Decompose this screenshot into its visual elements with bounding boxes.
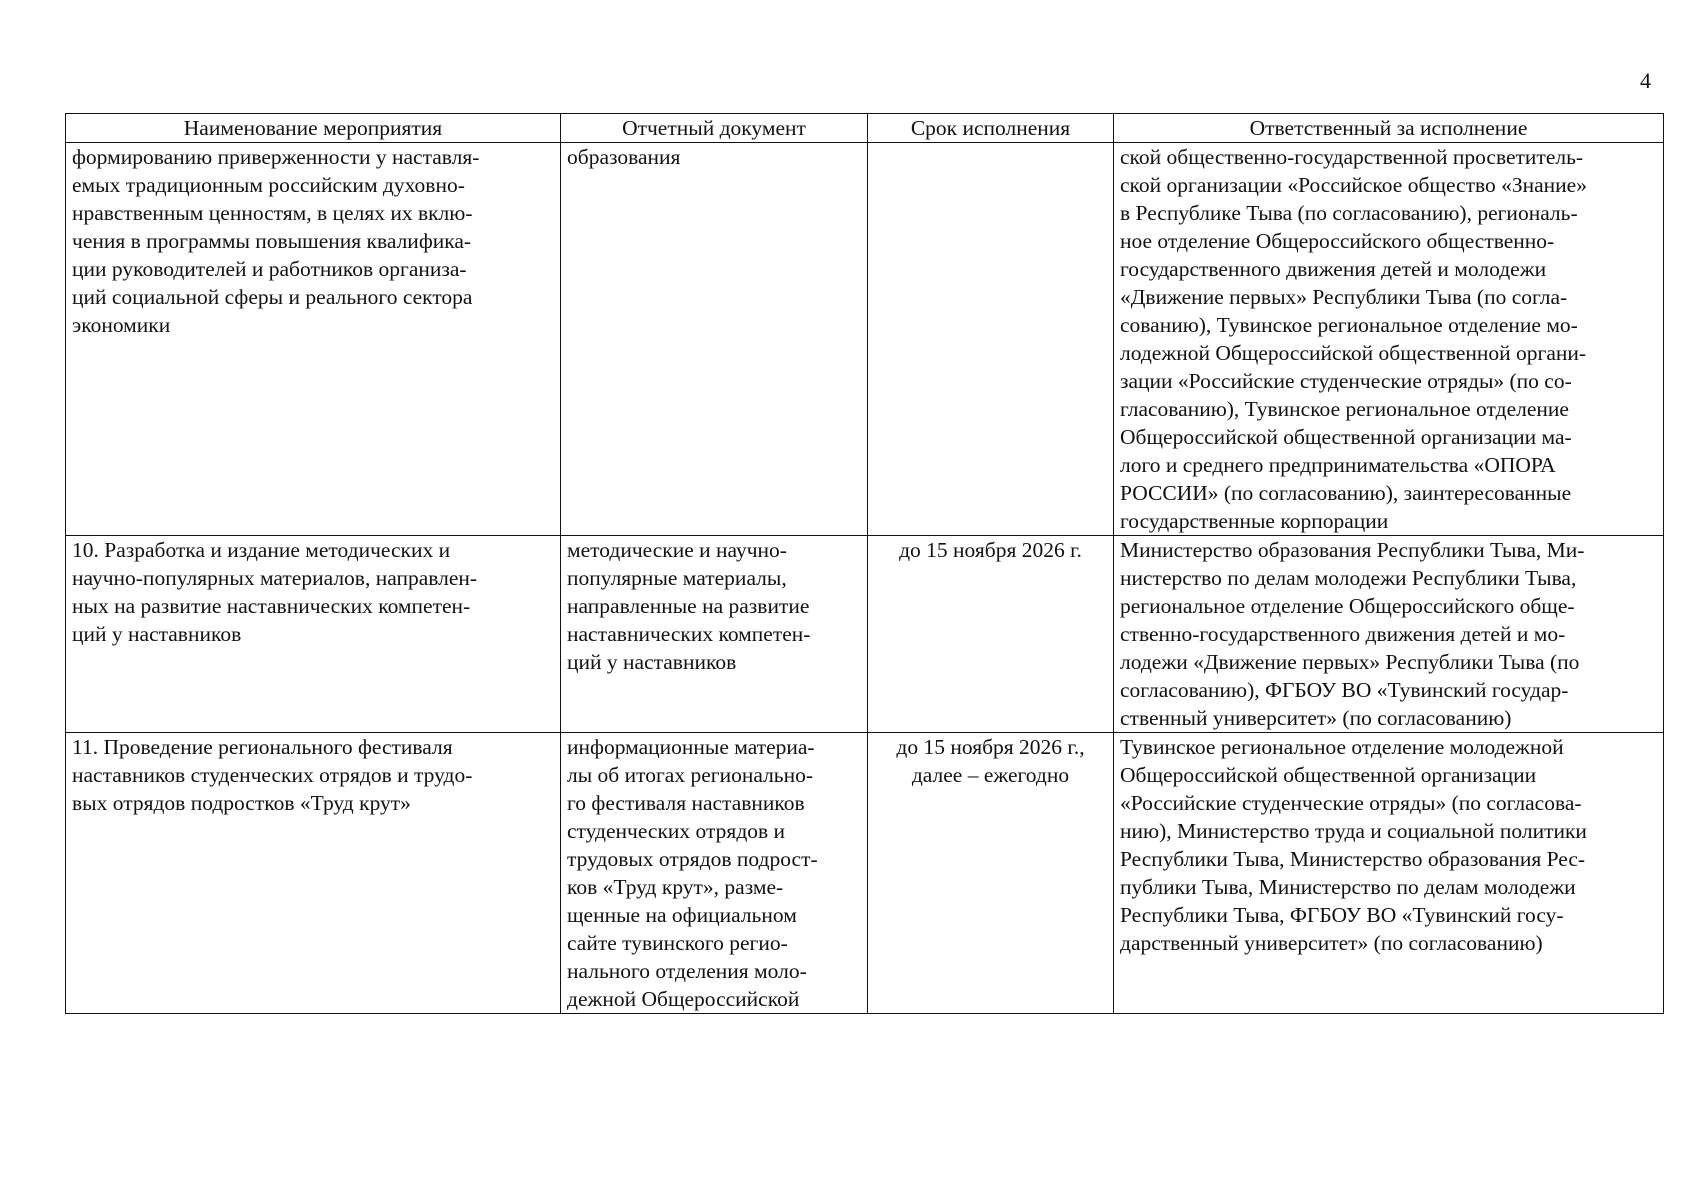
cell-event [66,536,561,733]
text-line: 11. Проведение регионального фестиваля [72,735,453,759]
text-line: дежной Общероссийской [567,987,800,1011]
text-line: методические и научно- [567,538,787,562]
events-table [65,113,1664,1014]
text-line: 10. Разработка и издание методических и [72,538,451,562]
text-line: ской общественно-государственной просветитель- [1120,145,1584,169]
text-line: ных на развитие наставнических компетен- [72,594,471,618]
text-line: нистерство по делам молодежи Республики Тыва, [1120,566,1577,590]
text-line: до 15 ноября 2026 г., [896,735,1085,759]
table-header-row [66,114,1664,143]
text-line: популярные материалы, [567,566,787,590]
text-line: публики Тыва, Министерство по делам молодежи [1120,875,1576,899]
text-line: ций у наставников [567,650,737,674]
text-line: ской организации «Российское общество «Знание» [1120,173,1587,197]
text-line: до 15 ноября 2026 г. [899,538,1082,562]
text-line: наставников студенческих отрядов и трудо- [72,763,473,787]
text-line: ков «Труд крут», разме- [567,875,784,899]
text-line: экономики [72,313,171,337]
text-line: нию), Министерство труда и социальной политики [1120,819,1587,843]
text-line: Республики Тыва, ФГБОУ ВО «Тувинский госу- [1120,903,1564,927]
text-line: студенческих отрядов и [567,819,786,843]
cell-report-document [561,143,868,536]
table-row [66,536,1664,733]
cell-responsible [1114,733,1664,1014]
table-body [66,143,1664,1014]
table-row [66,143,1664,536]
text-line: лодежной Общероссийской общественной органи- [1120,341,1587,365]
text-line: Республики Тыва, Министерство образования Рес- [1120,847,1586,871]
text-line: лого и среднего предпринимательства «ОПОРА [1120,453,1556,477]
text-line: государственного движения детей и молодежи [1120,257,1547,281]
header-responsible: Ответственный за исполнение [1114,114,1664,143]
text-line: Общероссийской общественной организации ма- [1120,425,1572,449]
text-line: трудовых отрядов подрост- [567,847,818,871]
table-row [66,733,1664,1014]
text-line: Министерство образования Республики Тыва, Ми- [1120,538,1585,562]
text-line: лодежи «Движение первых» Республики Тыва (по [1120,650,1580,674]
text-line: нального отделения моло- [567,959,807,983]
text-line: гласованию), Тувинское региональное отделение [1120,397,1569,421]
cell-deadline [868,536,1114,733]
text-line: го фестиваля наставников [567,791,805,815]
text-line: Общероссийской общественной организации [1120,763,1537,787]
text-line: ции руководителей и работников организа- [72,257,467,281]
text-line: сованию), Тувинское региональное отделение мо- [1120,313,1578,337]
cell-report-document [561,733,868,1014]
text-line: емых традиционным российским духовно- [72,173,465,197]
cell-report-document [561,536,868,733]
text-line: ное отделение Общероссийского общественно- [1120,229,1555,253]
text-line: ций социальной сферы и реального сектора [72,285,473,309]
text-line: далее – ежегодно [911,763,1070,787]
cell-responsible [1114,143,1664,536]
text-line: чения в программы повышения квалифика- [72,229,472,253]
text-line: сайте тувинского регио- [567,931,788,955]
header-report-document: Отчетный документ [561,114,868,143]
text-line: нравственным ценностям, в целях их вклю- [72,201,473,225]
page-number: 4 [1640,68,1651,93]
header-event-name: Наименование мероприятия [66,114,561,143]
header-deadline: Срок исполнения [868,114,1114,143]
cell-responsible [1114,536,1664,733]
text-line: «Российские студенческие отряды» (по согласова- [1120,791,1582,815]
text-line: формированию приверженности у наставля- [72,145,480,169]
text-line: государственные корпорации [1120,509,1389,533]
text-line: зации «Российские студенческие отряды» (по со- [1120,369,1572,393]
text-line: вых отрядов подростков «Труд крут» [72,791,411,815]
text-line: дарственный университет» (по согласованию) [1120,931,1543,955]
text-line: образования [567,145,681,169]
text-line: лы об итогах регионально- [567,763,814,787]
text-line: направленные на развитие [567,594,810,618]
text-line: научно-популярных материалов, направлен- [72,566,478,590]
text-line: ственно-государственного движения детей и мо- [1120,622,1566,646]
cell-event [66,143,561,536]
text-line: наставнических компетен- [567,622,811,646]
text-line: региональное отделение Общероссийского обще- [1120,594,1575,618]
text-line: информационные материа- [567,735,815,759]
text-line: в Республике Тыва (по согласованию), региональ- [1120,201,1578,225]
text-line: щенные на официальном [567,903,797,927]
text-line: «Движение первых» Республики Тыва (по согла- [1120,285,1568,309]
cell-deadline [868,143,1114,536]
text-line: ций у наставников [72,622,242,646]
text-line: РОССИИ» (по согласованию), заинтересованные [1120,481,1572,505]
text-line: согласованию), ФГБОУ ВО «Тувинский государ- [1120,678,1569,702]
cell-deadline [868,733,1114,1014]
cell-event [66,733,561,1014]
text-line: ственный университет» (по согласованию) [1120,706,1512,730]
text-line: Тувинское региональное отделение молодежной [1120,735,1564,759]
